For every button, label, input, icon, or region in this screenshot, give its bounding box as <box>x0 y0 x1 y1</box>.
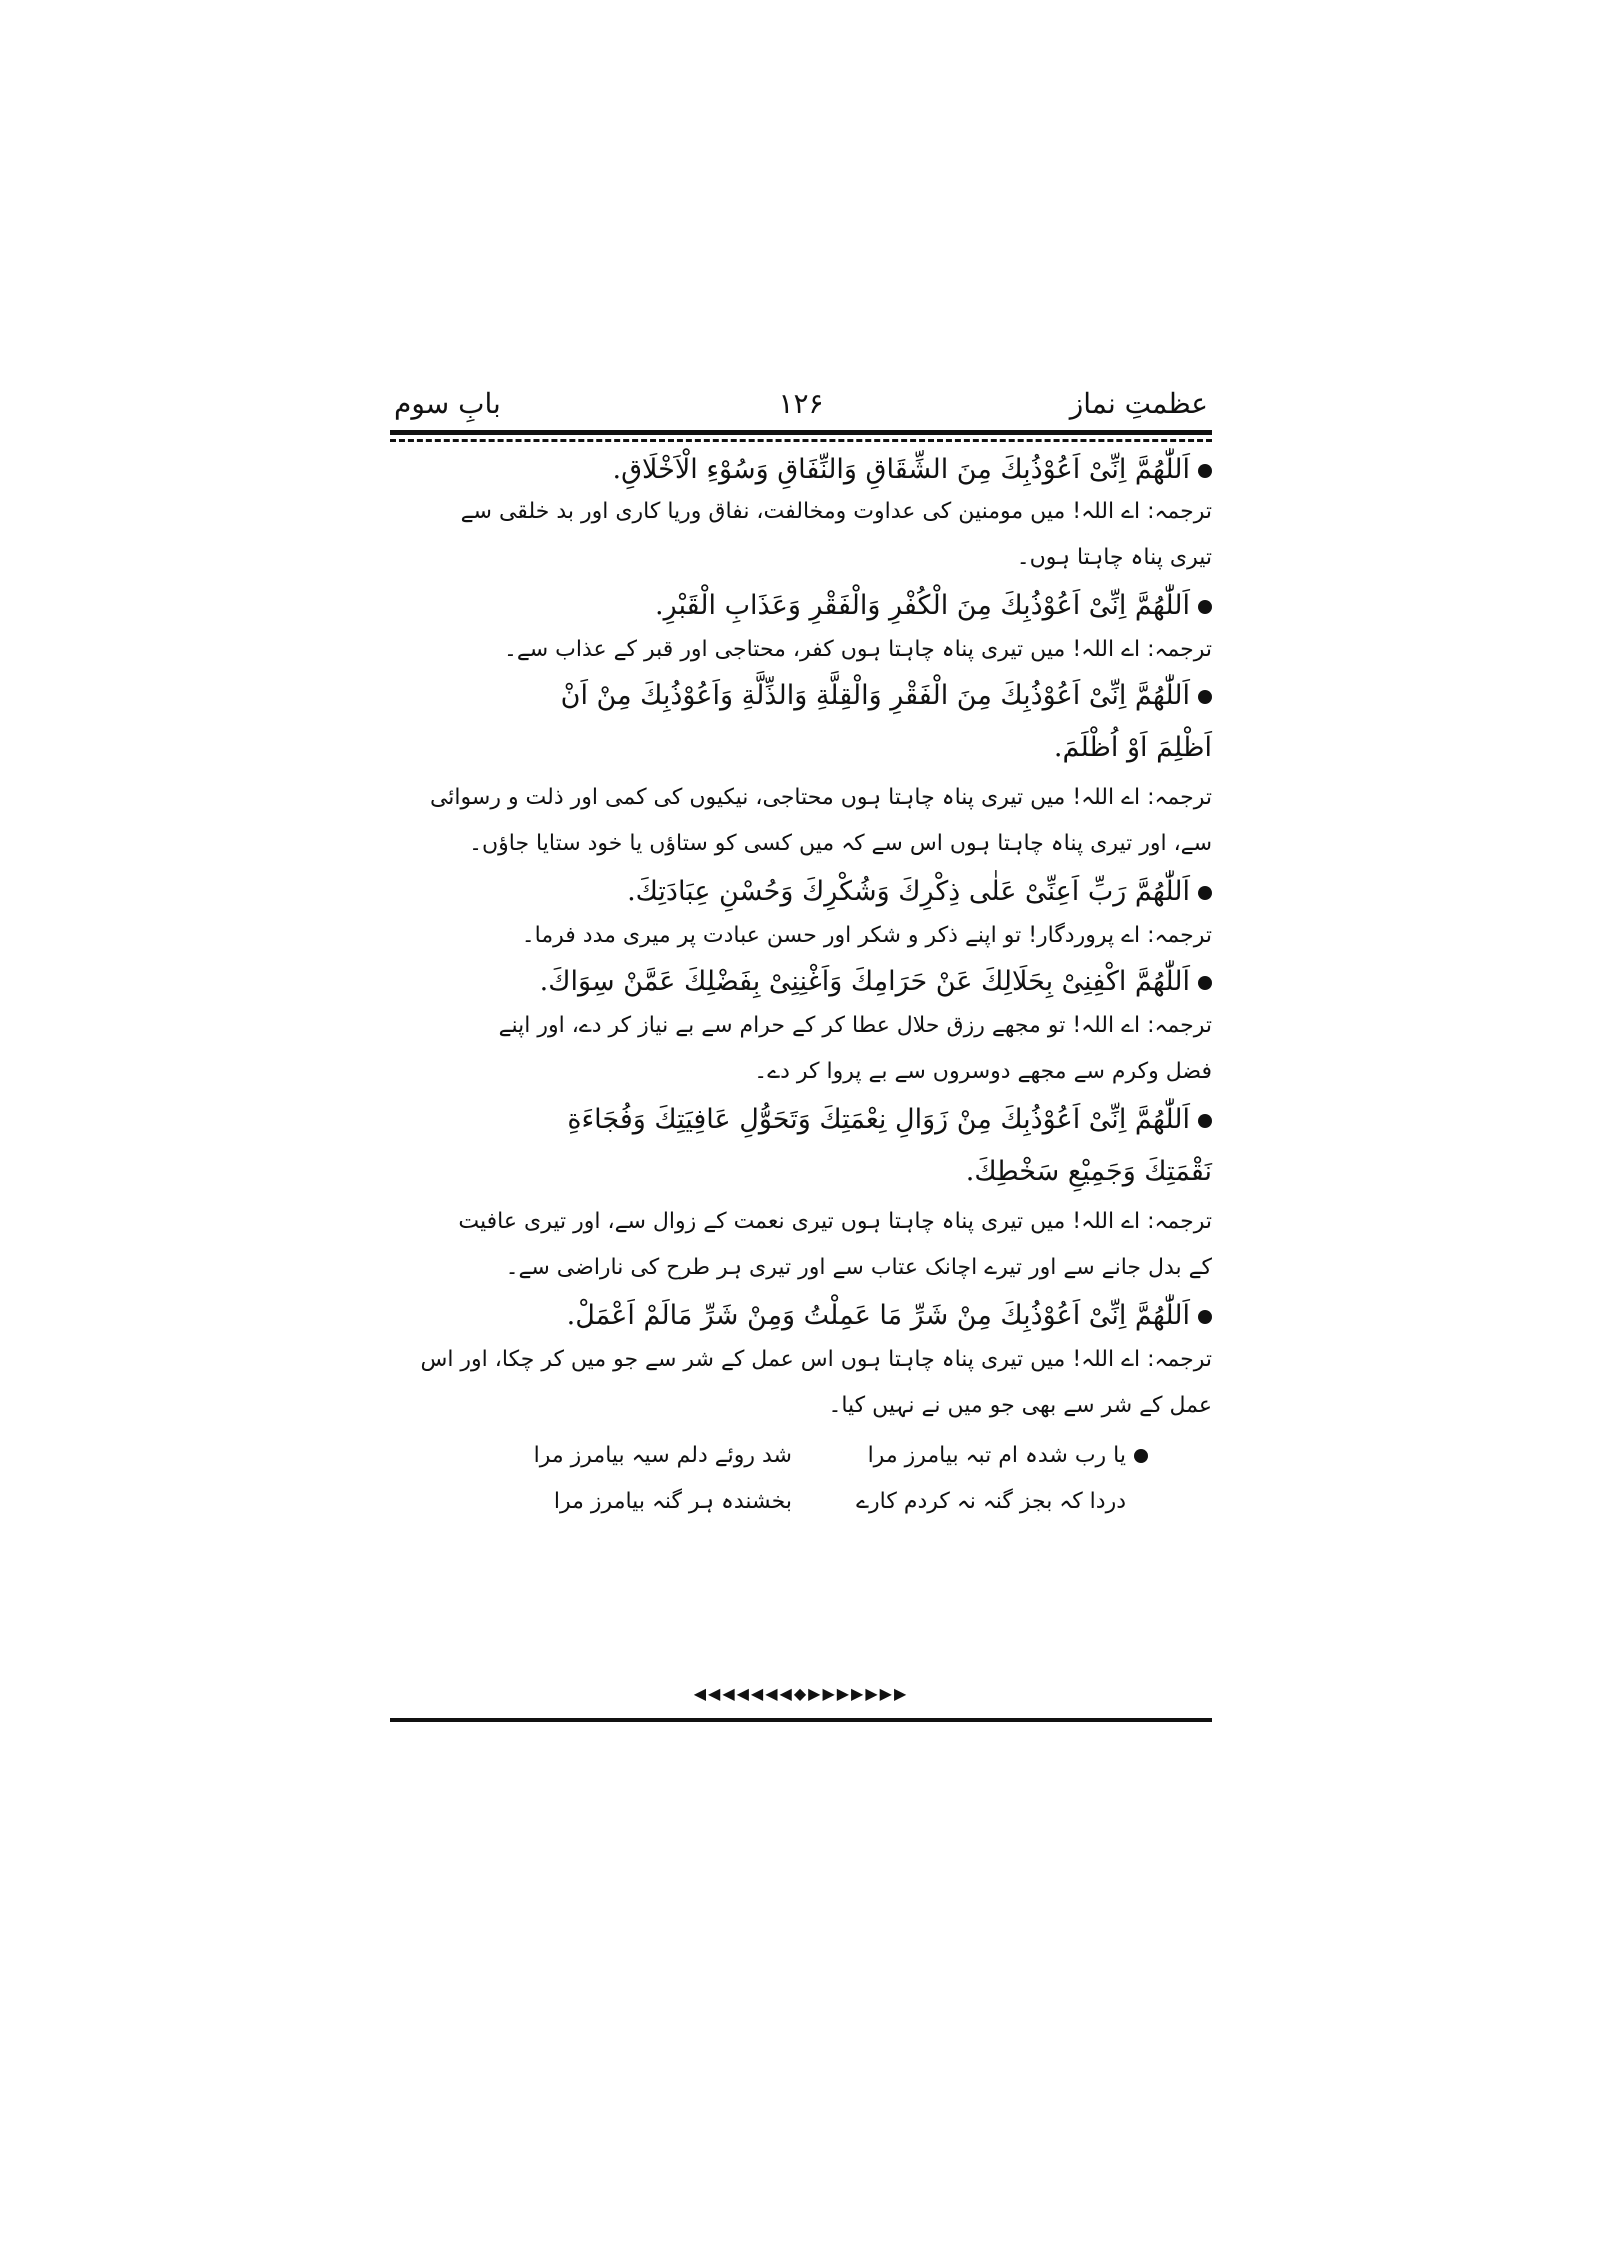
bullet-icon <box>1198 600 1212 614</box>
bullet-icon <box>1134 1449 1148 1463</box>
bullet-icon <box>1198 976 1212 990</box>
dua-line: اَللّٰهُمَّ اِنِّیْ اَعُوْذُبِكَ مِنْ شَرِّ مَا عَمِلْتُ وَمِنْ شَرِّ مَالَمْ اَعْمَلْ. <box>567 1296 1212 1336</box>
translation-line: ترجمہ: اے اللہ! میں تیری پناہ چاہتا ہوں تیری نعمت کے زوال سے، اور تیری عافیت <box>458 1209 1212 1234</box>
bullet-icon <box>1198 1114 1212 1128</box>
translation-line: ترجمہ: اے اللہ! میں تیری پناہ چاہتا ہوں محتاجی، نیکیوں کی کمی اور ذلت و رسوائی <box>429 785 1212 810</box>
dua-line: اَللّٰهُمَّ اِنِّیْ اَعُوْذُبِكَ مِنَ الشِّقَاقِ وَالنِّفَاقِ وَسُوْءِ الْاَخْلَاقِ. <box>613 450 1212 490</box>
translation-line: ترجمہ: اے پروردگار! تو اپنے ذکر و شکر اور حسن عبادت پر میری مدد فرما۔ <box>521 923 1212 948</box>
chapter-title: بابِ سوم <box>394 387 501 420</box>
bullet-icon <box>1198 1310 1212 1324</box>
translation-line: ترجمہ: اے اللہ! تو مجھے رزق حلال عطا کر کے حرام سے بے نیاز کر دے، اور اپنے <box>498 1013 1212 1038</box>
verse-line-2-right: دردا کہ بجز گنہ نہ کردم کارے <box>856 1489 1126 1514</box>
translation-line: ترجمہ: اے اللہ! میں مومنین کی عداوت ومخالفت، نفاق وریا کاری اور بد خلقی سے <box>460 499 1212 524</box>
translation-line: ترجمہ: اے اللہ! میں تیری پناہ چاہتا ہوں اس عمل کے شر سے جو میں کر چکا، اور اس <box>420 1347 1212 1372</box>
page-number: ۱۲۶ <box>778 387 824 420</box>
dua-line: اَللّٰهُمَّ رَبِّ اَعِنِّیْ عَلٰی ذِكْرِكَ وَشُكْرِكَ وَحُسْنِ عِبَادَتِكَ. <box>627 872 1212 912</box>
header-rule <box>390 430 1212 435</box>
translation-line: تیری پناہ چاہتا ہوں۔ <box>1016 545 1212 570</box>
dua-line-continued: نَقْمَتِكَ وَجَمِيْعِ سَخْطِكَ. <box>965 1156 1212 1187</box>
verse-line-1-right: یا رب شدہ ام تبہ بیامرز مرا <box>868 1440 1148 1472</box>
translation-line: عمل کے شر سے بھی جو میں نے نہیں کیا۔ <box>828 1393 1212 1418</box>
verse-line-1-left: شد روئے دلم سیہ بیامرز مرا <box>533 1443 792 1468</box>
bullet-icon <box>1198 690 1212 704</box>
verse-line-2-left: بخشندہ ہر گنہ بیامرز مرا <box>553 1489 792 1514</box>
footer-rule <box>390 1718 1212 1722</box>
translation-line: کے بدل جانے سے اور تیرے اچانک عتاب سے اور تیری ہر طرح کی ناراضی سے۔ <box>505 1255 1212 1280</box>
bullet-icon <box>1198 886 1212 900</box>
dua-line: اَللّٰهُمَّ اِنِّیْ اَعُوْذُبِكَ مِنَ الْفَقْرِ وَالْقِلَّةِ وَالذِّلَّةِ وَاَعُوْذُبِكَ مِنْ اَنْ <box>561 676 1212 716</box>
dua-line: اَللّٰهُمَّ اكْفِنِیْ بِحَلَالِكَ عَنْ حَرَامِكَ وَاَغْنِنِیْ بِفَضْلِكَ عَمَّنْ سِوَاكَ. <box>540 962 1212 1002</box>
bullet-icon <box>1198 464 1212 478</box>
translation-line: سے، اور تیری پناہ چاہتا ہوں اس سے کہ میں کسی کو ستاؤں یا خود ستایا جاؤں۔ <box>469 831 1212 856</box>
page-header <box>390 388 1212 426</box>
ornament-divider: ◀◀◀◀◀◀◀◆▶▶▶▶▶▶▶ <box>693 1684 909 1703</box>
translation-line: ترجمہ: اے اللہ! میں تیری پناہ چاہتا ہوں کفر، محتاجی اور قبر کے عذاب سے۔ <box>503 637 1212 662</box>
translation-line: فضل وکرم سے مجھے دوسروں سے بے پروا کر دے۔ <box>754 1059 1212 1084</box>
book-page <box>390 388 1212 1844</box>
dua-line-continued: اَظْلِمَ اَوْ اُظْلَمَ. <box>1053 732 1212 763</box>
book-title: عظمتِ نماز <box>1069 387 1208 420</box>
dua-line: اَللّٰهُمَّ اِنِّیْ اَعُوْذُبِكَ مِنْ زَوَالِ نِعْمَتِكَ وَتَحَوُّلِ عَافِيَتِكَ وَفُجَاءَةِ <box>567 1100 1212 1140</box>
header-dashed-rule <box>390 439 1212 442</box>
dua-line: اَللّٰهُمَّ اِنِّیْ اَعُوْذُبِكَ مِنَ الْكُفْرِ وَالْفَقْرِ وَعَذَابِ الْقَبْرِ. <box>655 586 1212 626</box>
